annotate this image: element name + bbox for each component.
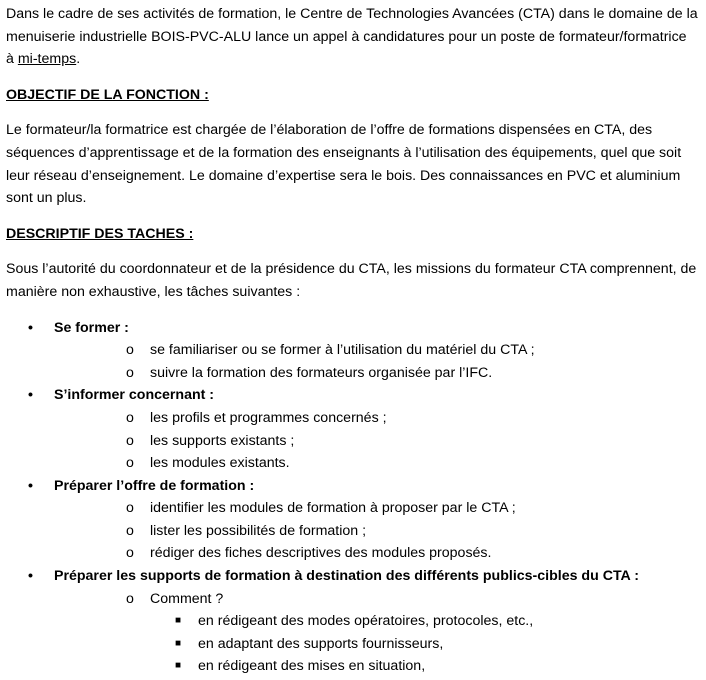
intro-paragraph xyxy=(6,3,698,71)
task-title: Préparer l’offre de formation : xyxy=(54,477,255,494)
bullet-square-icon: ■ xyxy=(175,637,182,649)
task-title: S’informer concernant : xyxy=(54,387,215,404)
subtask-item xyxy=(54,497,698,520)
subtask-text: les modules existants. xyxy=(150,455,290,472)
subtask-item xyxy=(54,520,698,543)
subtask-text: les profils et programmes concernés ; xyxy=(150,409,387,426)
bullet-dot-icon: • xyxy=(28,387,33,404)
task-title: Préparer les supports de formation à destination des différents publics-cibles du CTA : xyxy=(54,568,639,585)
subtask-item xyxy=(54,452,698,475)
subtask-item xyxy=(54,362,698,385)
subtask-text: Comment ? xyxy=(150,590,224,607)
task-item xyxy=(6,565,698,678)
task-item xyxy=(6,475,698,565)
subsubtask-item xyxy=(54,655,698,678)
bullet-circle-icon: o xyxy=(126,590,134,607)
mi-temps-underlined: mi-temps xyxy=(17,51,77,68)
bullet-dot-icon: • xyxy=(28,477,33,494)
intro-text: Dans le cadre de ses activités de formation, le Centre de Technologies Avancées (CTA) dans le domaine de la menuiserie industrielle BOIS-PVC-ALU lance un appel à candidatures pour un poste de formateur/formatrice à xyxy=(6,6,698,68)
subsubtask-item xyxy=(54,633,698,656)
bullet-circle-icon: o xyxy=(126,342,134,359)
descriptif-heading: DESCRIPTIF DES TACHES : xyxy=(6,225,194,242)
subtask-list xyxy=(54,497,698,565)
subtask-text: identifier les modules de formation à proposer par le CTA ; xyxy=(150,500,516,517)
task-list xyxy=(6,317,698,679)
task-item xyxy=(6,384,698,474)
intro-period: . xyxy=(76,51,81,68)
subtask-text: les supports existants ; xyxy=(150,432,295,449)
task-item xyxy=(6,317,698,385)
bullet-square-icon: ■ xyxy=(175,615,182,627)
bullet-circle-icon: o xyxy=(126,409,134,426)
objectif-heading: OBJECTIF DE LA FONCTION : xyxy=(6,86,209,103)
subtask-text: lister les possibilités de formation ; xyxy=(150,522,367,539)
subtask-text: suivre la formation des formateurs organisée par l’IFC. xyxy=(150,364,493,381)
bullet-dot-icon: • xyxy=(28,319,33,336)
subtask-item xyxy=(54,430,698,453)
subtask-item xyxy=(54,588,698,611)
task-title: Se former : xyxy=(54,319,129,336)
objectif-paragraph: Le formateur/la formatrice est chargée de l’élaboration de l’offre de formations dispensées en CTA, des séquences d’apprentissage et de la formation des enseignants à l’utilisation des équipements, quel que soit leur réseau d’enseignement. Le domaine d’expertise sera le bois. Des connaissances en PVC et aluminium sont un plus. xyxy=(6,122,682,207)
subtask-text: se familiariser ou se former à l’utilisation du matériel du CTA ; xyxy=(150,342,535,359)
bullet-dot-icon: • xyxy=(28,568,33,585)
bullet-circle-icon: o xyxy=(126,522,134,539)
subtask-list xyxy=(54,407,698,475)
subsubtask-text: en rédigeant des mises en situation, xyxy=(198,658,426,675)
bullet-circle-icon: o xyxy=(126,432,134,449)
bullet-circle-icon: o xyxy=(126,455,134,472)
descriptif-paragraph: Sous l’autorité du coordonnateur et de la présidence du CTA, les missions du formateur CTA comprennent, de manière non exhaustive, les tâches suivantes : xyxy=(6,261,697,300)
bullet-square-icon: ■ xyxy=(175,660,182,672)
subtask-list xyxy=(54,339,698,384)
subsubtask-list xyxy=(54,610,698,678)
subsubtask-text: en adaptant des supports fournisseurs, xyxy=(198,635,444,652)
subtask-text: rédiger des fiches descriptives des modules proposés. xyxy=(150,545,492,562)
subtask-item xyxy=(54,407,698,430)
bullet-circle-icon: o xyxy=(126,364,134,381)
subsubtask-text: en rédigeant des modes opératoires, protocoles, etc., xyxy=(198,613,534,630)
subtask-list xyxy=(54,588,698,611)
subsubtask-item xyxy=(54,610,698,633)
bullet-circle-icon: o xyxy=(126,500,134,517)
subtask-item xyxy=(54,542,698,565)
bullet-circle-icon: o xyxy=(126,545,134,562)
subtask-item xyxy=(54,339,698,362)
